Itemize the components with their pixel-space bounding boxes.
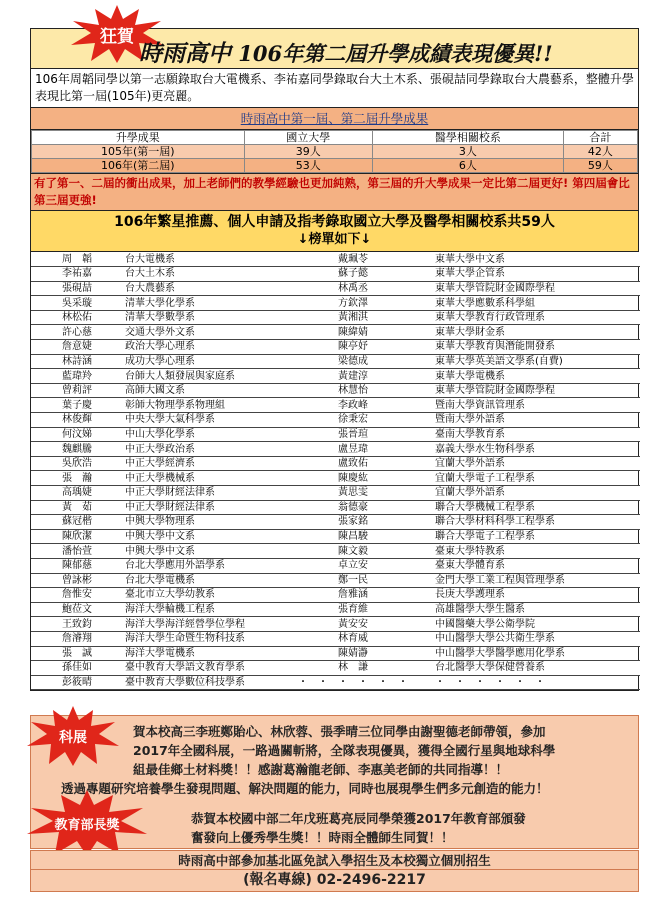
table-row bbox=[31, 340, 640, 355]
student-name: 陳昌駿 bbox=[273, 529, 433, 544]
admitted-department: 東華大學中文系 bbox=[433, 252, 640, 267]
student-name: 黃 茹 bbox=[31, 500, 123, 515]
student-name: 林育威 bbox=[273, 631, 433, 646]
ministry-award-burst-icon bbox=[27, 790, 147, 856]
admitted-department: 東華大學管院財金國際學程 bbox=[433, 383, 640, 398]
student-name: 張 誠 bbox=[31, 646, 123, 661]
table-row bbox=[31, 456, 640, 471]
enrollment-hotline: (報名專線) 02-2496-2217 bbox=[30, 870, 639, 892]
student-name: 彭筱晴 bbox=[31, 675, 123, 690]
student-name: 吳欣浩 bbox=[31, 456, 123, 471]
table-row bbox=[31, 500, 640, 515]
student-name: 陳慶紘 bbox=[273, 471, 433, 486]
admitted-department: 台大電機系 bbox=[123, 252, 273, 267]
science-fair-line: 2017年全國科展，一路過關斬將，全隊表現優異，獲得全國行星與地球科學 bbox=[133, 743, 556, 758]
admitted-department: 聯合大學材料科學工程學系 bbox=[433, 515, 640, 530]
student-name: 陳婧瀞 bbox=[273, 646, 433, 661]
admitted-department: 中正大學財經法律系 bbox=[123, 500, 273, 515]
admitted-department: 宜蘭大學電子工程學系 bbox=[433, 471, 640, 486]
table-row bbox=[31, 544, 640, 559]
student-name: 陳緯婧 bbox=[273, 325, 433, 340]
student-name: 黃安安 bbox=[273, 617, 433, 632]
table-row bbox=[31, 413, 640, 428]
admitted-department: 中興大學物理系 bbox=[123, 515, 273, 530]
title-bar bbox=[31, 29, 638, 69]
admitted-department: 中興大學中文系 bbox=[123, 544, 273, 559]
student-name: 陳郁慈 bbox=[31, 558, 123, 573]
table-row bbox=[31, 442, 640, 457]
student-name: 方欽澤 bbox=[273, 296, 433, 311]
student-name: 許心慈 bbox=[31, 325, 123, 340]
ministry-award-line: 奮發向上優秀學生獎！！時雨全體師生同賀！！ bbox=[191, 830, 454, 845]
student-name: 林慧怡 bbox=[273, 383, 433, 398]
admitted-department: 高師大國文系 bbox=[123, 383, 273, 398]
admitted-department: 中山醫學大學醫學應用化學系 bbox=[433, 646, 640, 661]
admitted-department: 台北大學應用外語學系 bbox=[123, 558, 273, 573]
student-name: 蘇子懿 bbox=[273, 267, 433, 282]
admitted-department: 嘉義大學水生物科學系 bbox=[433, 442, 640, 457]
admitted-department: 中山大學化學系 bbox=[123, 427, 273, 442]
student-name: 藍瑋羚 bbox=[31, 369, 123, 384]
admitted-department: 臺南大學教育系 bbox=[433, 427, 640, 442]
student-name: 黃建淳 bbox=[273, 369, 433, 384]
student-name: 吳采璇 bbox=[31, 296, 123, 311]
student-name: 張硯喆 bbox=[31, 281, 123, 296]
admitted-department: 海洋大學輪機工程系 bbox=[123, 602, 273, 617]
student-name: 梁德成 bbox=[273, 354, 433, 369]
table-row bbox=[31, 471, 640, 486]
table-row bbox=[31, 661, 640, 676]
admitted-department: 交通大學外文系 bbox=[123, 325, 273, 340]
results-cell: 42人 bbox=[563, 145, 637, 159]
results-header: 醫學相關校系 bbox=[372, 131, 563, 145]
student-name: 何汶娣 bbox=[31, 427, 123, 442]
student-name: 王致鈞 bbox=[31, 617, 123, 632]
student-name: 詹意婕 bbox=[31, 340, 123, 355]
enrollment-notice: 時雨高中部參加基北區免試入學招生及本校獨立個別招生 bbox=[30, 850, 639, 870]
table-row bbox=[31, 296, 640, 311]
admitted-department: 東華大學英美語文學系(自費) bbox=[433, 354, 640, 369]
admitted-department: 宜蘭大學外語系 bbox=[433, 486, 640, 501]
intro-paragraph: 106年周韜同學以第一志願錄取台大電機系、李祐嘉同學錄取台大土木系、張硯喆同學錄取台大農藝系，整體升學表現比第一屆(105年)更亮麗。 bbox=[31, 69, 638, 108]
admitted-department: 東華大學管院財金國際學程 bbox=[433, 281, 640, 296]
results-table bbox=[31, 130, 638, 173]
results-cell: 39人 bbox=[244, 145, 372, 159]
admitted-department: 清華大學數學系 bbox=[123, 310, 273, 325]
admitted-department: 臺北市立大學幼教系 bbox=[123, 588, 273, 603]
admitted-department: 海洋大學電機系 bbox=[123, 646, 273, 661]
student-name: 周 韜 bbox=[31, 252, 123, 267]
student-name: 陳亭妤 bbox=[273, 340, 433, 355]
student-name: 張育維 bbox=[273, 602, 433, 617]
science-fair-line: 組最佳鄉土材料獎！！感謝葛瀚龍老師、李惠美老師的共同指導！！ bbox=[133, 762, 509, 777]
title-sub: 106年第二屆升學成績表現優異!! bbox=[231, 41, 553, 66]
admitted-department: 東華大學應數系科學組 bbox=[433, 296, 640, 311]
admitted-department: 暨南大學資訊管理系 bbox=[433, 398, 640, 413]
admitted-department: 中正大學政治系 bbox=[123, 442, 273, 457]
student-name: 林 謙 bbox=[273, 661, 433, 676]
results-cell: 59人 bbox=[563, 159, 637, 173]
results-cell: 3人 bbox=[372, 145, 563, 159]
student-name: 張晉瑄 bbox=[273, 427, 433, 442]
admitted-department: 東華大學教育與潛能開發系 bbox=[433, 340, 640, 355]
table-row bbox=[31, 354, 640, 369]
results-heading-text: 時雨高中第一屆、第二屆升學成果 bbox=[240, 111, 429, 126]
admitted-department: 東華大學教育行政管理系 bbox=[433, 310, 640, 325]
admitted-department: 台北大學電機系 bbox=[123, 573, 273, 588]
table-row bbox=[31, 383, 640, 398]
flyer-frame bbox=[30, 28, 639, 691]
student-name: 黃湘淇 bbox=[273, 310, 433, 325]
admitted-department: 臺中教育大學數位科技學系 bbox=[123, 675, 273, 690]
admitted-department: 中正大學經濟系 bbox=[123, 456, 273, 471]
student-name: 張 瀚 bbox=[31, 471, 123, 486]
student-name: 鄭一民 bbox=[273, 573, 433, 588]
admitted-department: 暨南大學外語系 bbox=[433, 413, 640, 428]
admitted-department: 東華大學企管系 bbox=[433, 267, 640, 282]
student-name: 盧致佑 bbox=[273, 456, 433, 471]
student-name: 林俊輝 bbox=[31, 413, 123, 428]
student-name: 李政峰 bbox=[273, 398, 433, 413]
student-name: 卓立安 bbox=[273, 558, 433, 573]
table-row bbox=[31, 515, 640, 530]
list-title: 106年繁星推薦、個人申請及指考錄取國立大學及醫學相關校系共59人 bbox=[114, 214, 555, 230]
results-cell: 6人 bbox=[372, 159, 563, 173]
table-row bbox=[31, 486, 640, 501]
admitted-department: 中央大學大氣科學系 bbox=[123, 413, 273, 428]
student-name: 林松佑 bbox=[31, 310, 123, 325]
admitted-department: 台師大人類發展與家庭系 bbox=[123, 369, 273, 384]
admitted-department: ・ ・ ・ ・ ・ ・ bbox=[433, 675, 640, 690]
admitted-department: 臺中教育大學語文教育學系 bbox=[123, 661, 273, 676]
student-name: 潘怡萱 bbox=[31, 544, 123, 559]
admitted-department: 台大土木系 bbox=[123, 267, 273, 282]
admission-table bbox=[31, 252, 640, 690]
table-row bbox=[31, 588, 640, 603]
student-name: 詹惟安 bbox=[31, 588, 123, 603]
student-name: 翁德豪 bbox=[273, 500, 433, 515]
page-title bbox=[139, 35, 553, 68]
admitted-department: 海洋大學海洋經營學位學程 bbox=[123, 617, 273, 632]
table-row bbox=[31, 573, 640, 588]
table-row bbox=[31, 602, 640, 617]
student-name: 魏麒騰 bbox=[31, 442, 123, 457]
results-cell: 105年(第一屆) bbox=[32, 145, 245, 159]
results-header: 合計 bbox=[563, 131, 637, 145]
results-header: 升學成果 bbox=[32, 131, 245, 145]
admission-list-heading bbox=[31, 211, 638, 252]
admitted-department: 長庚大學護理系 bbox=[433, 588, 640, 603]
science-fair-line: 賀本校高三李班鄭貽心、林欣蓉、張季晴三位同學由謝聖德老師帶領，參加 bbox=[133, 724, 546, 739]
table-row bbox=[32, 145, 638, 159]
admitted-department: 清華大學化學系 bbox=[123, 296, 273, 311]
results-cell: 106年(第二屆) bbox=[32, 159, 245, 173]
science-fair-line: 透過專題研究培養學生發現問題、解決問題的能力，同時也展現學生們多元創造的能力！ bbox=[61, 781, 549, 796]
student-name: 鮑莅文 bbox=[31, 602, 123, 617]
student-name: 林詩涵 bbox=[31, 354, 123, 369]
admitted-department: 彰師大物理學系物理組 bbox=[123, 398, 273, 413]
badge-science-fair: 科展 bbox=[59, 730, 87, 746]
results-heading bbox=[31, 108, 638, 130]
admitted-department: 台大農藝系 bbox=[123, 281, 273, 296]
table-row bbox=[31, 427, 640, 442]
admitted-department: 中正大學機械系 bbox=[123, 471, 273, 486]
awards-section bbox=[30, 715, 639, 849]
table-row bbox=[31, 310, 640, 325]
admitted-department: 中正大學財經法律系 bbox=[123, 486, 273, 501]
admitted-department: 聯合大學機械工程學系 bbox=[433, 500, 640, 515]
admitted-department: 臺東大學體育系 bbox=[433, 558, 640, 573]
admitted-department: 中國醫藥大學公衛學院 bbox=[433, 617, 640, 632]
admitted-department: 宜蘭大學外語系 bbox=[433, 456, 640, 471]
science-fair-burst-icon bbox=[27, 706, 119, 766]
student-name: 陳欣潔 bbox=[31, 529, 123, 544]
admitted-department: 政治大學心理系 bbox=[123, 340, 273, 355]
table-row bbox=[31, 529, 640, 544]
table-row bbox=[31, 325, 640, 340]
student-name: 曾莉評 bbox=[31, 383, 123, 398]
admitted-department: 金門大學工業工程與管理學系 bbox=[433, 573, 640, 588]
student-name: 曾詠彬 bbox=[31, 573, 123, 588]
admitted-department: 中山醫學大學公共衛生學系 bbox=[433, 631, 640, 646]
student-name: 詹雅涵 bbox=[273, 588, 433, 603]
table-row bbox=[31, 398, 640, 413]
table-row bbox=[31, 675, 640, 690]
table-row bbox=[31, 646, 640, 661]
student-name: ・ ・ ・ ・ ・ ・ bbox=[273, 675, 433, 690]
student-name: 盧昱瑋 bbox=[273, 442, 433, 457]
results-header: 國立大學 bbox=[244, 131, 372, 145]
table-row bbox=[31, 252, 640, 267]
table-row bbox=[31, 369, 640, 384]
student-name: 林禹丞 bbox=[273, 281, 433, 296]
burst-label: 狂賀 bbox=[100, 27, 134, 47]
student-name: 戴珮苓 bbox=[273, 252, 433, 267]
admitted-department: 聯合大學電子工程學系 bbox=[433, 529, 640, 544]
table-row bbox=[31, 631, 640, 646]
student-name: 黃思雯 bbox=[273, 486, 433, 501]
student-name: 詹濬翔 bbox=[31, 631, 123, 646]
student-name: 蘇冠楷 bbox=[31, 515, 123, 530]
table-row bbox=[31, 281, 640, 296]
ministry-award-line: 恭賀本校國中部二年戊班葛亮辰同學榮獲2017年教育部頒發 bbox=[191, 811, 526, 826]
student-name: 高瑀婕 bbox=[31, 486, 123, 501]
student-name: 陳文毅 bbox=[273, 544, 433, 559]
list-subtitle: ↓榜單如下↓ bbox=[297, 232, 372, 247]
encouragement-note: 有了第一、二屆的衝出成果，加上老師們的教學經驗也更加純熟，第三屆的升大學成果一定比第二屆更好! 第四屆會比第三屆更強! bbox=[31, 173, 638, 211]
badge-ministry-award: 教育部長獎 bbox=[54, 818, 120, 833]
table-row bbox=[31, 267, 640, 282]
admitted-department: 台北醫學大學保健營養系 bbox=[433, 661, 640, 676]
admitted-department: 海洋大學生命暨生物科技系 bbox=[123, 631, 273, 646]
admitted-department: 東華大學電機系 bbox=[433, 369, 640, 384]
title-school: 時雨高中 bbox=[139, 40, 231, 67]
student-name: 李祐嘉 bbox=[31, 267, 123, 282]
table-row bbox=[32, 159, 638, 173]
table-row bbox=[31, 558, 640, 573]
student-name: 孫佳如 bbox=[31, 661, 123, 676]
admitted-department: 高雄醫學大學生醫系 bbox=[433, 602, 640, 617]
student-name: 張家銘 bbox=[273, 515, 433, 530]
admitted-department: 中興大學中文系 bbox=[123, 529, 273, 544]
student-name: 徐秉宏 bbox=[273, 413, 433, 428]
results-cell: 53人 bbox=[244, 159, 372, 173]
admitted-department: 東華大學財金系 bbox=[433, 325, 640, 340]
admitted-department: 臺東大學特教系 bbox=[433, 544, 640, 559]
student-name: 葉子慶 bbox=[31, 398, 123, 413]
table-row bbox=[31, 617, 640, 632]
admitted-department: 成功大學心理系 bbox=[123, 354, 273, 369]
